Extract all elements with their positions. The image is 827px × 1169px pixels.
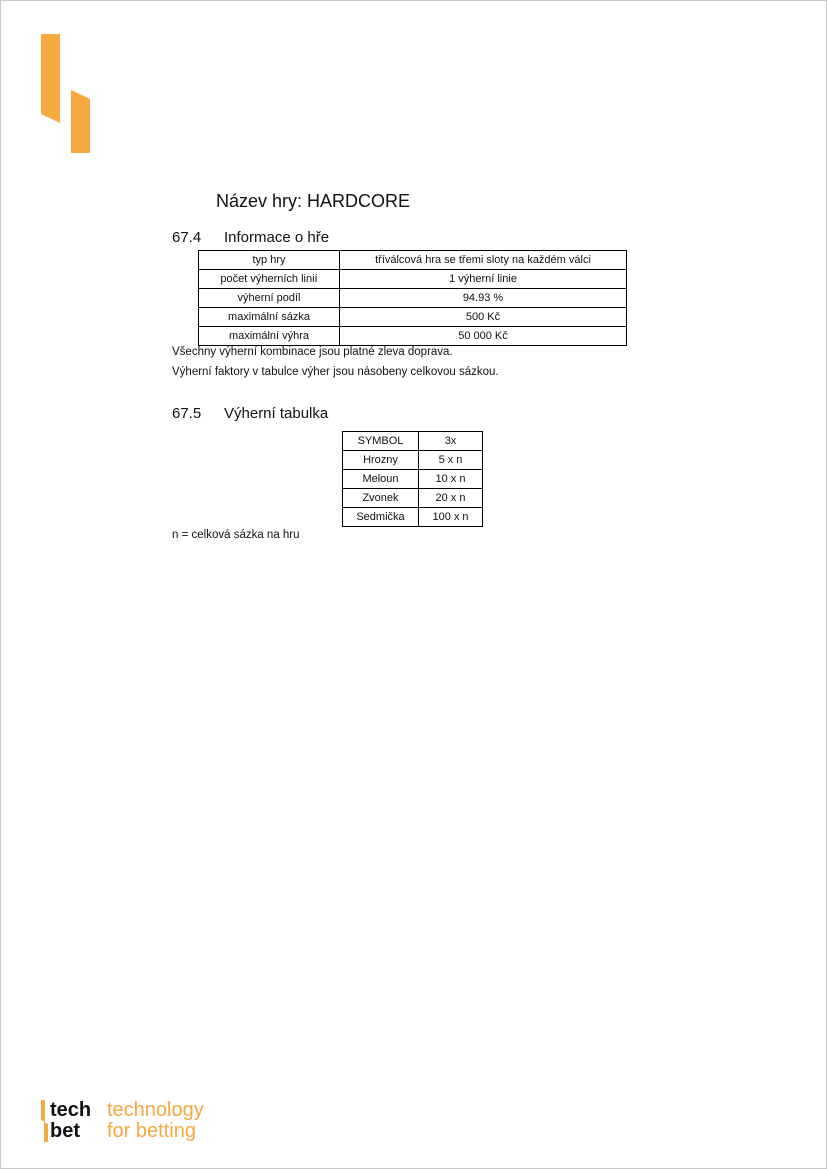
info-label: počet výherních linií bbox=[199, 270, 340, 289]
info-label: maximální výhra bbox=[199, 327, 340, 346]
paytable-note: n = celková sázka na hru bbox=[172, 529, 300, 541]
paytable-row bbox=[343, 489, 483, 508]
info-table-row bbox=[199, 289, 627, 308]
info-value: 50 000 Kč bbox=[340, 327, 627, 346]
symbol-name: Sedmička bbox=[343, 508, 419, 527]
logo-bar-icon bbox=[40, 1100, 50, 1142]
info-label: maximální sázka bbox=[199, 308, 340, 327]
info-table-row bbox=[199, 308, 627, 327]
page-title: Název hry: HARDCORE bbox=[216, 191, 411, 211]
header-3x: 3x bbox=[419, 432, 483, 451]
header-symbol: SYMBOL bbox=[343, 432, 419, 451]
payout: 10 x n bbox=[419, 470, 483, 489]
info-value: 1 výherní linie bbox=[340, 270, 627, 289]
section-heading-paytable bbox=[172, 405, 572, 425]
info-table-row bbox=[199, 327, 627, 346]
note-direction: Všechny výherní kombinace jsou platné zleva doprava. bbox=[172, 346, 453, 358]
brand-logo-mark-icon bbox=[0, 0, 110, 170]
section-title: Výherní tabulka bbox=[224, 405, 329, 422]
paytable-row bbox=[343, 470, 483, 489]
symbol-name: Zvonek bbox=[343, 489, 419, 508]
symbol-name: Hrozny bbox=[343, 451, 419, 470]
section-number: 67.5 bbox=[172, 405, 202, 422]
section-title: Informace o hře bbox=[224, 229, 330, 246]
paytable-row bbox=[343, 451, 483, 470]
tagline-line1: technology bbox=[107, 1099, 204, 1121]
info-table bbox=[198, 250, 627, 346]
paytable-row bbox=[343, 508, 483, 527]
note-multiplier: Výherní faktory v tabulce výher jsou násobeny celkovou sázkou. bbox=[172, 366, 499, 378]
info-value: tříválcová hra se třemi sloty na každém válci bbox=[340, 251, 627, 270]
info-table-row bbox=[199, 251, 627, 270]
tagline-line2: for betting bbox=[107, 1120, 196, 1142]
payout: 5 x n bbox=[419, 451, 483, 470]
payout: 100 x n bbox=[419, 508, 483, 527]
section-heading-info bbox=[172, 229, 572, 249]
info-label: výherní podíl bbox=[199, 289, 340, 308]
logo-word-bet: bet bbox=[50, 1120, 80, 1142]
paytable bbox=[342, 431, 483, 527]
logo-word-tech: tech bbox=[50, 1099, 92, 1121]
info-value: 500 Kč bbox=[340, 308, 627, 327]
info-table-row bbox=[199, 270, 627, 289]
symbol-name: Meloun bbox=[343, 470, 419, 489]
info-label: typ hry bbox=[199, 251, 340, 270]
info-value: 94.93 % bbox=[340, 289, 627, 308]
paytable-header-row bbox=[343, 432, 483, 451]
section-number: 67.4 bbox=[172, 229, 202, 246]
payout: 20 x n bbox=[419, 489, 483, 508]
